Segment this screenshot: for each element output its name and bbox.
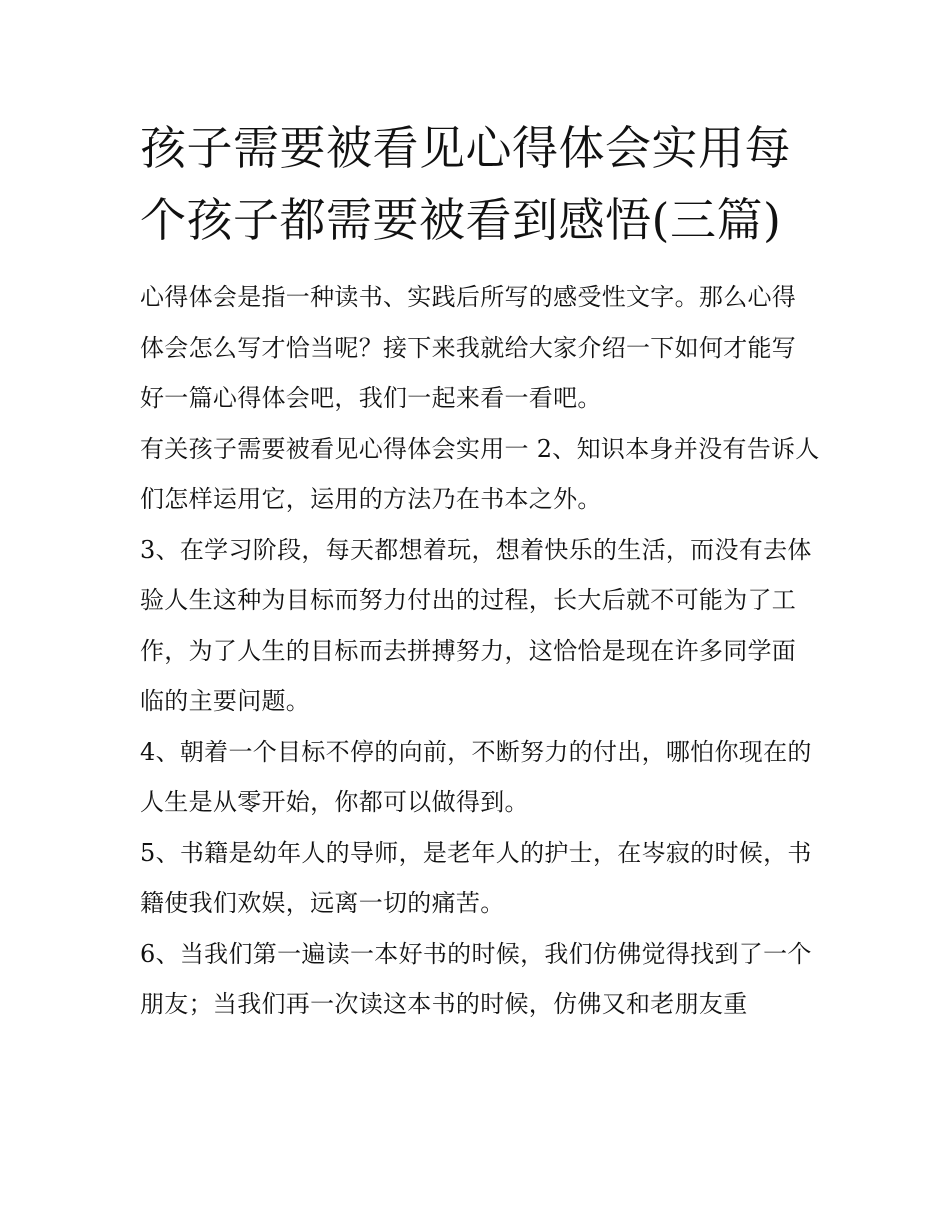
paragraph-item-6: 6、当我们第一遍读一本好书的时候，我们仿佛觉得找到了一个朋友；当我们再一次读这本书的时候，仿佛又和老朋友重 — [140, 939, 812, 1018]
paragraph-item-2: 有关孩子需要被看见心得体会实用一 2、知识本身并没有告诉人们怎样运用它，运用的方法乃在书本之外。 — [140, 434, 820, 513]
document-title: 孩子需要被看见心得体会实用每个孩子都需要被看到感悟(三篇) — [140, 121, 791, 247]
paragraph-item-4: 4、朝着一个目标不停的向前，不断努力的付出，哪怕你现在的人生是从零开始，你都可以做得到。 — [140, 737, 812, 816]
paragraph-intro: 心得体会是指一种读书、实践后所写的感受性文字。那么心得体会怎么写才恰当呢？接下来我就给大家介绍一下如何才能写好一篇心得体会吧，我们一起来看一看吧。 — [140, 283, 797, 412]
paragraph-item-3: 3、在学习阶段，每天都想着玩，想着快乐的生活，而没有去体验人生这种为目标而努力付出的过程，长大后就不可能为了工作，为了人生的目标而去拼搏努力，这恰恰是现在许多同学面临的主要问题。 — [140, 535, 812, 715]
document-body — [140, 112, 820, 1030]
paragraph-item-5: 5、书籍是幼年人的导师，是老年人的护士，在岑寂的时候，书籍使我们欢娱，远离一切的痛苦。 — [140, 838, 812, 917]
